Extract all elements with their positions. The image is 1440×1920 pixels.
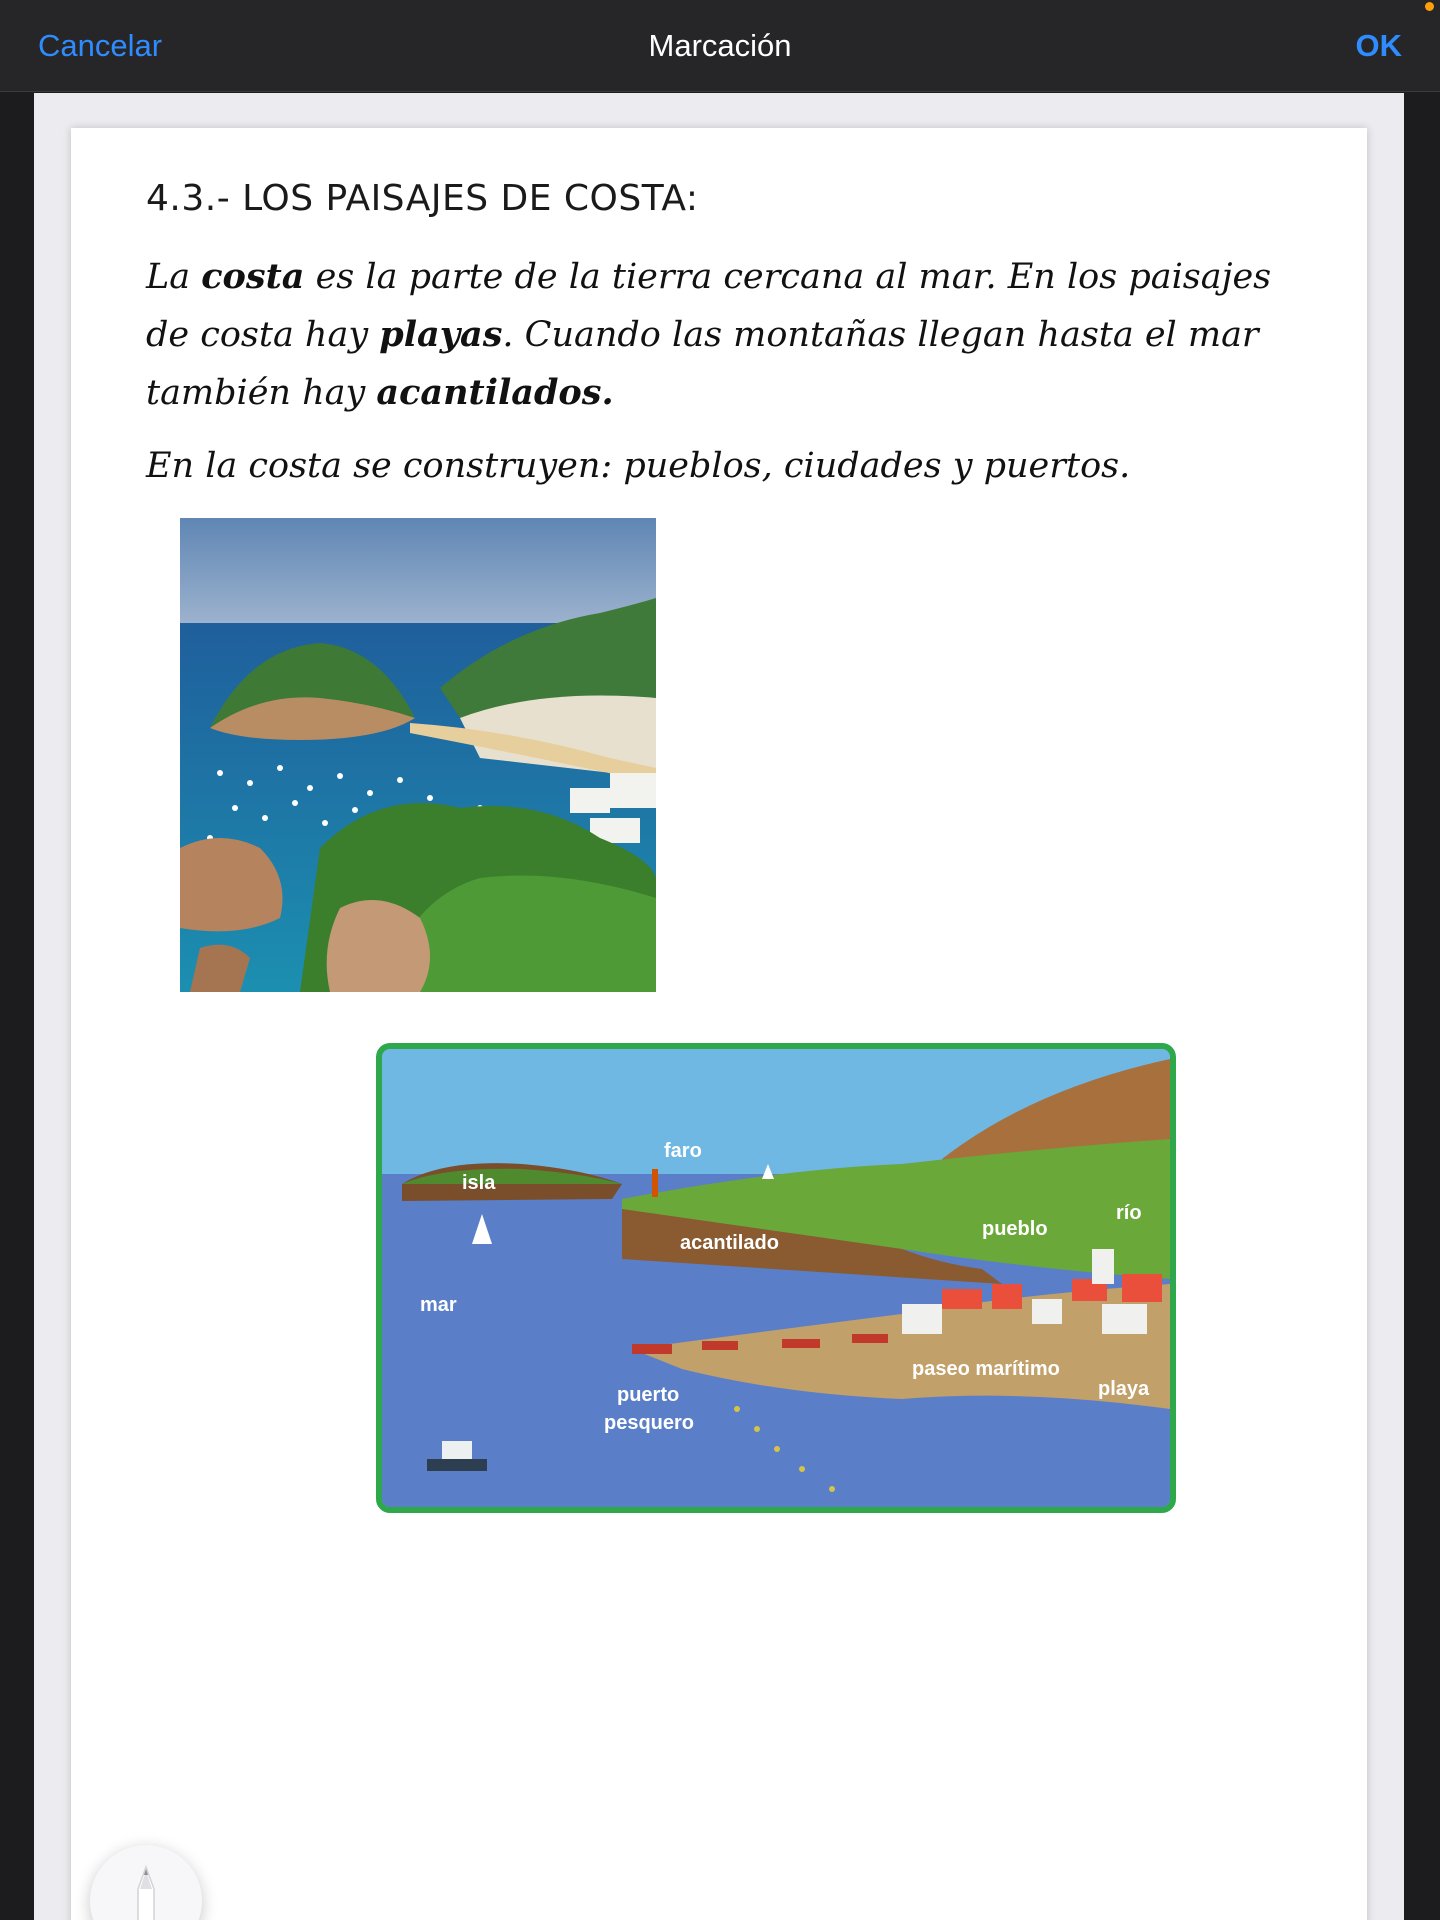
label-pesquero: pesquero — [604, 1412, 695, 1434]
right-margin — [1404, 93, 1440, 1920]
bold-term-playas: playas — [379, 314, 503, 355]
navigation-bar — [0, 0, 1440, 92]
label-paseo: paseo marítimo — [912, 1358, 1060, 1380]
section-heading: 4.3.- LOS PAISAJES DE COSTA: — [146, 178, 699, 219]
coast-diagram — [376, 1043, 1176, 1513]
label-puerto: puerto — [617, 1384, 680, 1406]
label-playa: playa — [1098, 1378, 1150, 1400]
pencil-tool-button[interactable] — [90, 1845, 202, 1920]
coast-photo — [180, 518, 656, 992]
paragraph-construction: En la costa se construyen: pueblos, ciudades y puertos. — [146, 446, 1131, 486]
label-faro: faro — [664, 1140, 702, 1162]
label-acantilado: acantilado — [680, 1232, 779, 1254]
para-text: . Cuando las montañas llegan hasta el mar también hay — [146, 315, 1259, 413]
para-text: La — [146, 257, 202, 297]
page-title: Marcación — [648, 28, 792, 63]
para-text: es la parte de la tierra cercana al mar. En los paisajes de costa hay — [146, 257, 1272, 355]
paragraph-intro — [146, 248, 1286, 422]
ok-button[interactable]: OK — [1355, 28, 1402, 63]
bold-term-costa: costa — [201, 256, 305, 297]
left-margin — [0, 93, 34, 1920]
status-dot-icon — [1425, 2, 1434, 11]
pencil-icon — [90, 1845, 202, 1920]
markup-canvas[interactable] — [34, 93, 1404, 1920]
document-page[interactable] — [71, 128, 1367, 1920]
label-isla: isla — [462, 1172, 496, 1194]
bold-term-acantilados: acantilados. — [376, 372, 614, 413]
label-mar: mar — [420, 1294, 457, 1316]
label-pueblo: pueblo — [982, 1218, 1048, 1240]
cancel-button[interactable]: Cancelar — [38, 28, 163, 63]
label-rio: río — [1116, 1202, 1142, 1224]
